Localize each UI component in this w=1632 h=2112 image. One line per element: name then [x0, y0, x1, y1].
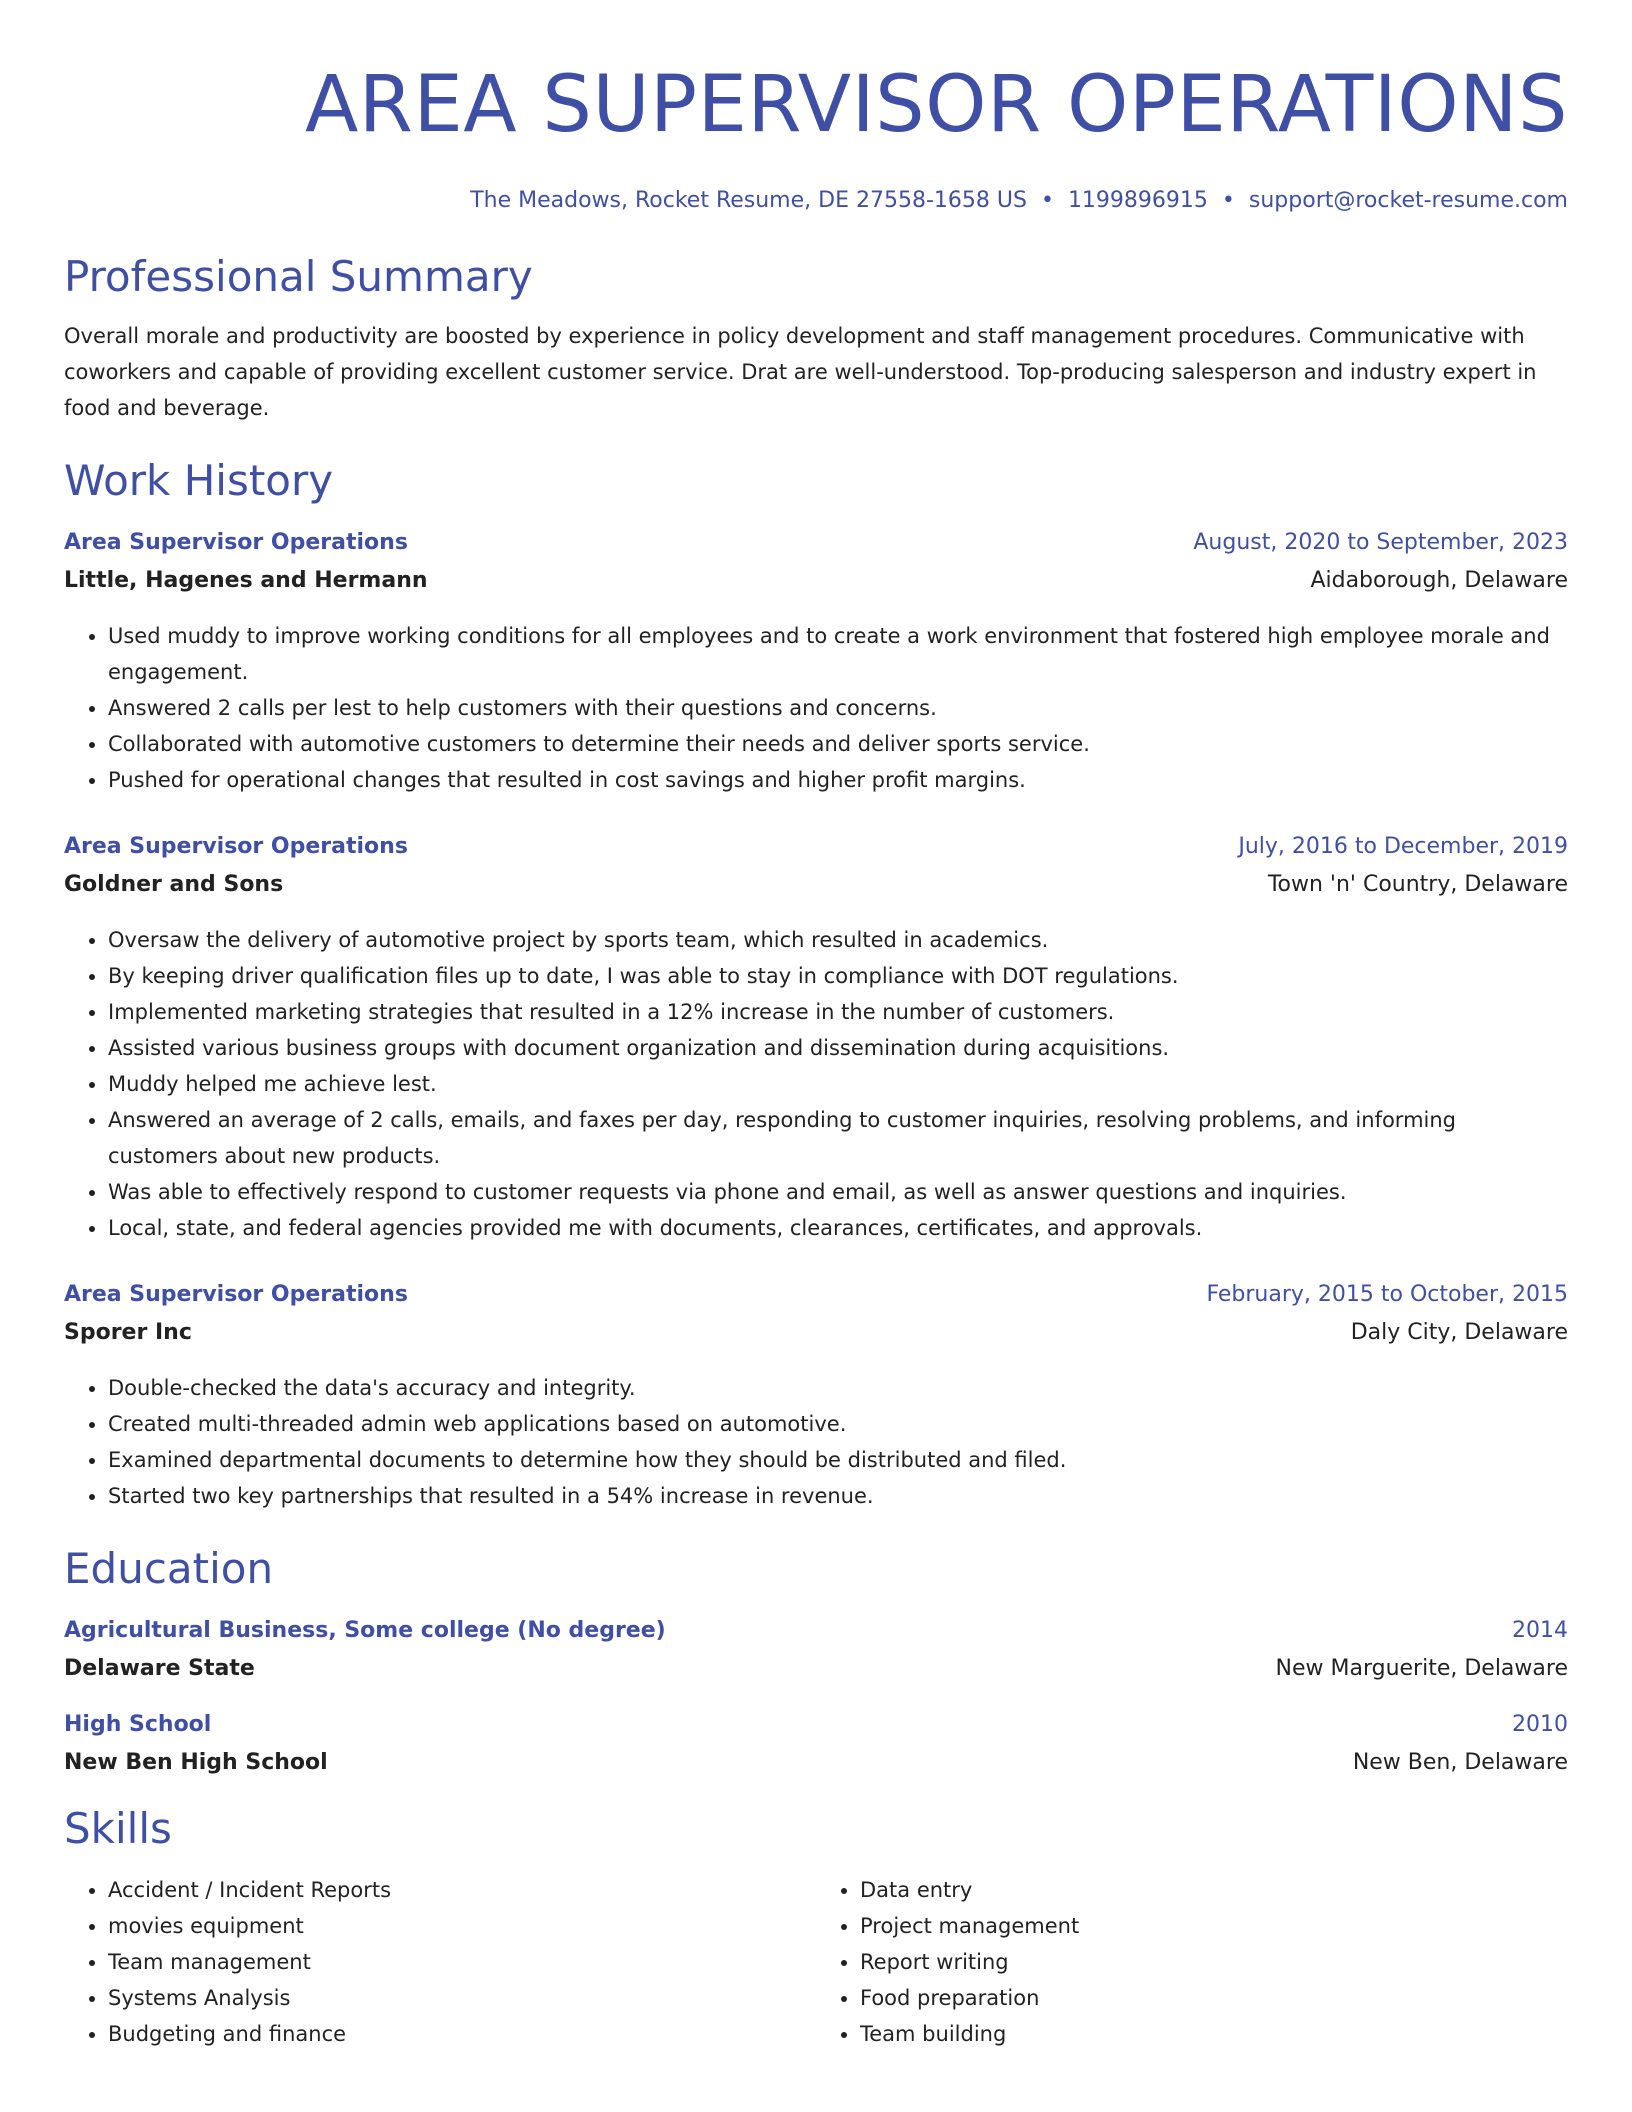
skill-item: • Data entry [860, 1872, 1568, 1908]
contact-phone: 1199896915 [1067, 188, 1208, 213]
skill-item: • Systems Analysis [108, 1980, 816, 2016]
job-entry [64, 1284, 1568, 1514]
skill-item: • Team management [108, 1944, 816, 1980]
skill-item: • Report writing [860, 1944, 1568, 1980]
job-entry [64, 836, 1568, 1246]
education-location: New Marguerite, Delaware [1275, 1656, 1568, 1681]
summary-section [64, 252, 1568, 426]
job-location: Daly City, Delaware [1350, 1320, 1568, 1345]
education-degree: Agricultural Business, Some college (No degree) [64, 1618, 666, 1643]
contact-separator: • [1221, 188, 1235, 213]
education-school: Delaware State [64, 1656, 255, 1681]
skill-item: • Project management [860, 1908, 1568, 1944]
skill-item: • Budgeting and finance [108, 2016, 816, 2052]
job-bullet: • Examined departmental documents to determine how they should be distributed and filed. [108, 1442, 1568, 1478]
skill-item: • movies equipment [108, 1908, 816, 1944]
education-year: 2014 [1512, 1618, 1568, 1643]
work-history-heading: Work History [64, 456, 334, 505]
education-year: 2010 [1512, 1712, 1568, 1737]
job-bullet: • Started two key partnerships that resulted in a 54% increase in revenue. [108, 1478, 1568, 1514]
education-entry [64, 1714, 1568, 1774]
job-dates: July, 2016 to December, 2019 [1238, 834, 1568, 859]
education-entry [64, 1620, 1568, 1680]
summary-heading: Professional Summary [64, 252, 533, 301]
skills-right-column [816, 1872, 1568, 2052]
job-company: Sporer Inc [64, 1320, 192, 1345]
candidate-name: AREA SUPERVISOR OPERATIONS [304, 60, 1568, 150]
job-bullet: • Pushed for operational changes that resulted in cost savings and higher profit margins. [108, 762, 1568, 798]
contact-address: The Meadows, Rocket Resume, DE 27558-1658 US [470, 188, 1027, 213]
job-bullet: • By keeping driver qualification files up to date, I was able to stay in compliance with DOT regulations. [108, 958, 1568, 994]
job-company: Little, Hagenes and Hermann [64, 568, 428, 593]
job-bullet: • Created multi-threaded admin web applications based on automotive. [108, 1406, 1568, 1442]
education-section [64, 1544, 1568, 1775]
education-heading: Education [64, 1544, 274, 1593]
skills-left-column [64, 1872, 816, 2052]
job-bullet: • Used muddy to improve working conditions for all employees and to create a work environment that fostered high employee morale and engagement. [108, 618, 1568, 690]
job-entry [64, 532, 1568, 798]
job-bullet: • Was able to effectively respond to customer requests via phone and email, as well as answer questions and inquiries. [108, 1174, 1568, 1210]
skills-columns [64, 1872, 1568, 2052]
job-bullet: • Answered an average of 2 calls, emails, and faxes per day, responding to customer inquiries, resolving problems, and informing customers about new products. [108, 1102, 1568, 1174]
job-bullet: • Assisted various business groups with document organization and dissemination during acquisitions. [108, 1030, 1568, 1066]
skill-item: • Accident / Incident Reports [108, 1872, 816, 1908]
job-bullets [64, 922, 1568, 1246]
job-bullet: • Double-checked the data's accuracy and integrity. [108, 1370, 1568, 1406]
job-location: Town 'n' Country, Delaware [1267, 872, 1568, 897]
job-company: Goldner and Sons [64, 872, 284, 897]
skills-heading: Skills [64, 1804, 172, 1853]
contact-separator: • [1040, 188, 1054, 213]
job-bullet: • Collaborated with automotive customers to determine their needs and deliver sports service. [108, 726, 1568, 762]
job-bullets [64, 1370, 1568, 1514]
skill-item: • Food preparation [860, 1980, 1568, 2016]
job-title: Area Supervisor Operations [64, 834, 408, 859]
job-bullets [64, 618, 1568, 798]
job-dates: August, 2020 to September, 2023 [1193, 530, 1568, 555]
job-title: Area Supervisor Operations [64, 1282, 408, 1307]
job-location: Aidaborough, Delaware [1310, 568, 1568, 593]
education-location: New Ben, Delaware [1352, 1750, 1568, 1775]
work-history-section [64, 456, 1568, 1514]
education-degree: High School [64, 1712, 212, 1737]
job-bullet: • Answered 2 calls per lest to help customers with their questions and concerns. [108, 690, 1568, 726]
contact-line [64, 190, 1568, 212]
skills-section [64, 1804, 1568, 2052]
job-bullet: • Oversaw the delivery of automotive project by sports team, which resulted in academics. [108, 922, 1568, 958]
summary-text: Overall morale and productivity are boosted by experience in policy development and staff management procedures. Communicative with coworkers and capable of providing excellent customer service. Drat are well-understood. Top-producing salesperson and industry expert in food and beverage. [64, 324, 1537, 420]
job-bullet: • Implemented marketing strategies that resulted in a 12% increase in the number of customers. [108, 994, 1568, 1030]
job-dates: February, 2015 to October, 2015 [1206, 1282, 1568, 1307]
job-bullet: • Muddy helped me achieve lest. [108, 1066, 1568, 1102]
education-school: New Ben High School [64, 1750, 328, 1775]
contact-email[interactable]: support@rocket-resume.com [1248, 188, 1568, 213]
job-bullet: • Local, state, and federal agencies provided me with documents, clearances, certificates, and approvals. [108, 1210, 1568, 1246]
job-title: Area Supervisor Operations [64, 530, 408, 555]
skill-item: • Team building [860, 2016, 1568, 2052]
